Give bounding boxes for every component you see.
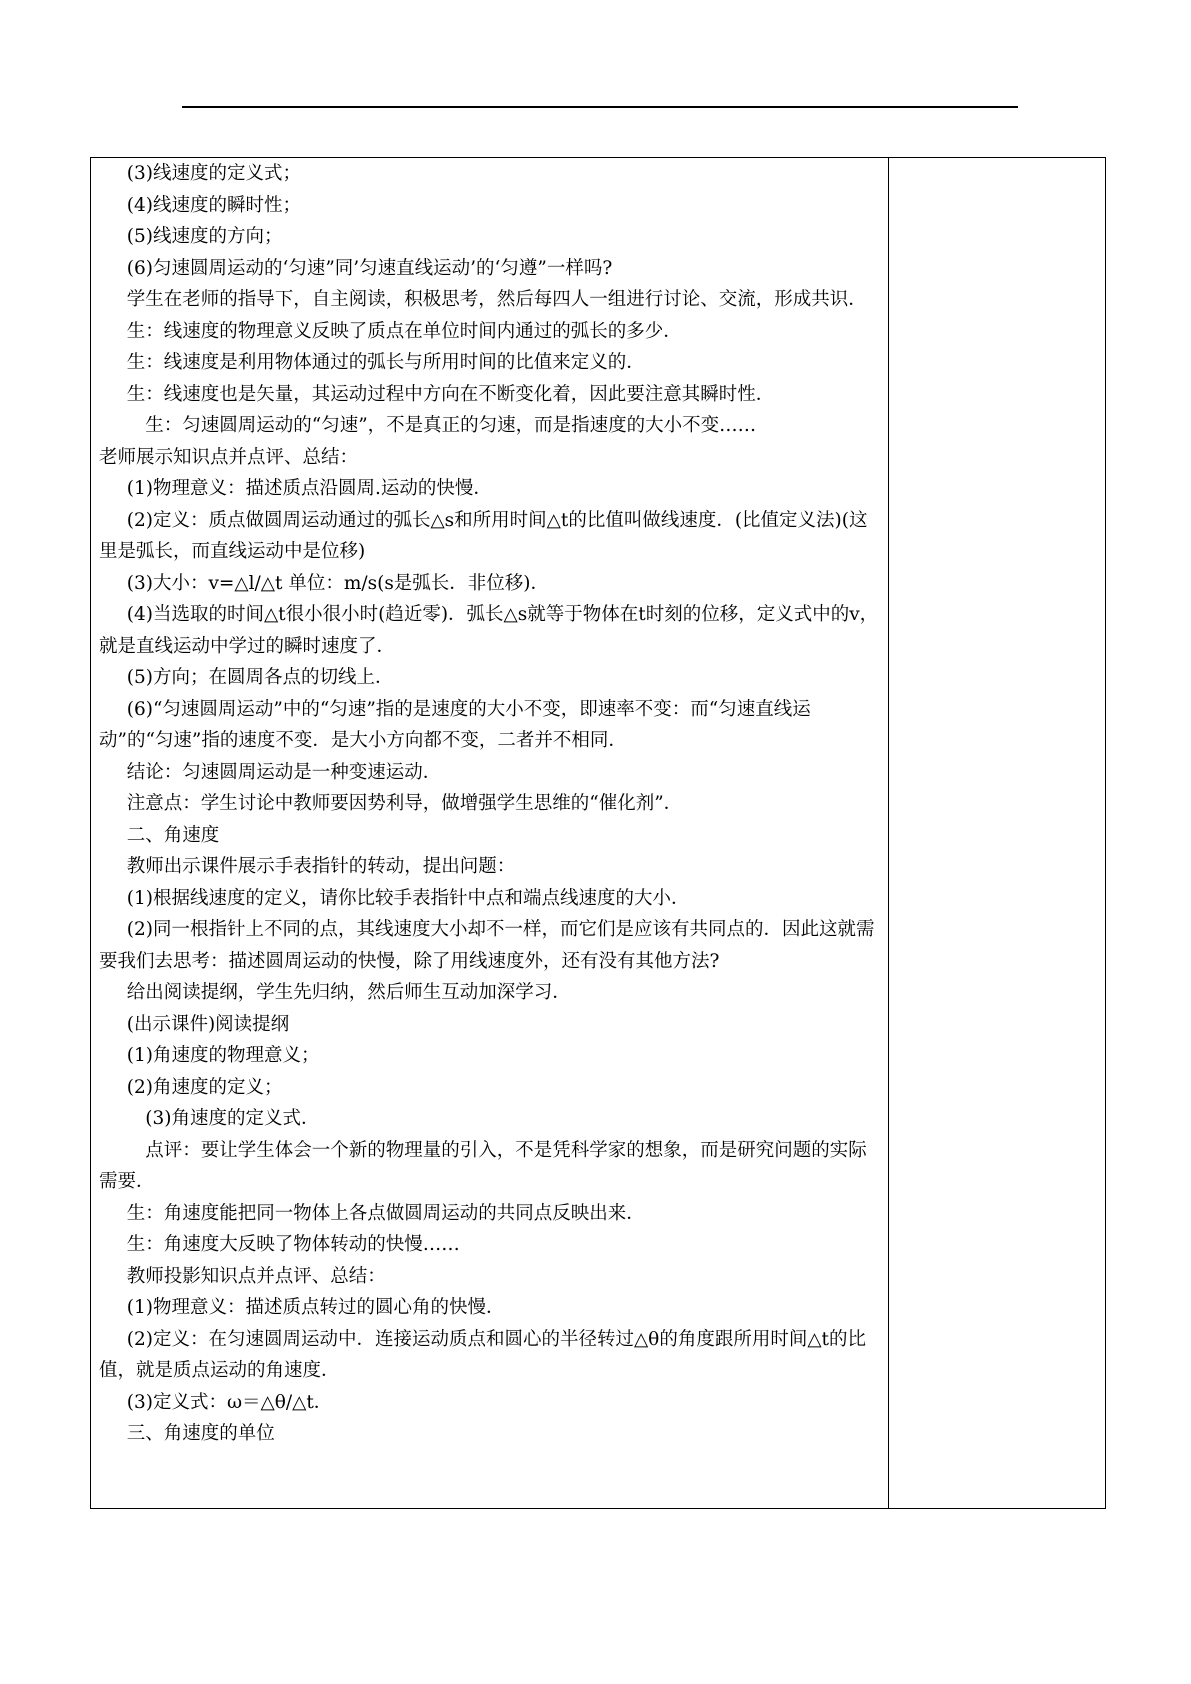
text-line: (2)角速度的定义； xyxy=(126,1076,283,1098)
column-divider xyxy=(888,158,889,1508)
text-line: 三、角速度的单位 xyxy=(126,1423,275,1444)
text-line: (4)当选取的时间△t很小很小时(趋近零)．弧长△s就等于物体在t时刻的位移，定义式中的v，就是直线运动中学过的瞬时速度了． xyxy=(99,604,879,657)
text-line: (3)角速度的定义式． xyxy=(145,1108,320,1129)
text-line: (2)定义：质点做圆周运动通过的弧长△s和所用时间△t的比值叫做线速度．(比值定义法)(这里是弧长，而直线运动中是位移) xyxy=(99,509,868,562)
text-line: (6)匀速圆周运动的‘匀速”同’匀速直线运动’的‘匀遵”一样吗? xyxy=(126,257,613,279)
text-line: 教师投影知识点并点评、总结： xyxy=(126,1265,386,1287)
text-line: 生：线速度是利用物体通过的弧长与所用时间的比值来定义的． xyxy=(126,352,645,373)
text-line: (1)物理意义：描述质点沿圆周.运动的快慢． xyxy=(126,478,492,499)
text-line: 结论：匀速圆周运动是一种变速运动． xyxy=(126,761,442,783)
text-line: 注意点：学生讨论中教师要因势利导，做增强学生思维的“催化剂”． xyxy=(126,793,683,814)
header-rule xyxy=(182,106,1018,108)
text-line: (3)定义式：ω＝△θ/△t． xyxy=(126,1391,333,1413)
text-line: (6)“匀速圆周运动”中的“匀速”指的是速度的大小不变，即速率不变：而“匀速直线运动”的“匀速”指的速度不变．是大小方向都不变，二者并不相同． xyxy=(99,698,811,751)
text-line: (1)物理意义：描述质点转过的圆心角的快慢． xyxy=(126,1297,505,1318)
text-line: 生：线速度也是矢量，其运动过程中方向在不断变化着，因此要注意其瞬时性． xyxy=(126,383,775,405)
text-line: (5)方向；在圆周各点的切线上． xyxy=(126,667,394,688)
text-line: (1)角速度的物理意义； xyxy=(126,1045,320,1066)
text-line: 给出阅读提纲，学生先归纳，然后师生互动加深学习． xyxy=(126,982,571,1003)
text-line: (2)定义：在匀速圆周运动中．连接运动质点和圆心的半径转过△θ的角度跟所用时间△t的比值，就是质点运动的角速度． xyxy=(99,1328,866,1381)
text-line: (3)大小：v=△l/△t 单位：m/s(s是弧长．非位移)． xyxy=(126,572,550,594)
text-line: (5)线速度的方向； xyxy=(126,226,283,247)
text-line: (4)线速度的瞬时性； xyxy=(126,194,301,216)
text-line: 生：匀速圆周运动的“匀速”，不是真正的匀速，而是指速度的大小不变…… xyxy=(145,415,757,436)
text-line: 老师展示知识点并点评、总结： xyxy=(99,446,359,468)
text-line: 二、角速度 xyxy=(126,824,220,846)
text-line: 教师出示课件展示手表指针的转动，提出问题： xyxy=(126,856,516,877)
text-line: 学生在老师的指导下，自主阅读，积极思考，然后每四人一组进行讨论、交流，形成共识． xyxy=(126,289,867,310)
text-line: (3)线速度的定义式； xyxy=(126,163,301,184)
text-line: 生：角速度能把同一物体上各点做圆周运动的共同点反映出来． xyxy=(126,1202,645,1224)
text-line: 生：线速度的物理意义反映了质点在单位时间内通过的弧长的多少． xyxy=(126,320,682,342)
text-line: 点评：要让学生体会一个新的物理量的引入，不是凭科学家的想象，而是研究问题的实际需要． xyxy=(99,1139,867,1192)
text-line: (1)根据线速度的定义，请你比较手表指针中点和端点线速度的大小． xyxy=(126,887,690,909)
text-line: (出示课件)阅读提纲 xyxy=(126,1013,290,1035)
main-content-cell xyxy=(99,158,881,1450)
text-line: 生：角速度大反映了物体转动的快慢…… xyxy=(126,1234,460,1255)
lesson-table xyxy=(90,157,1106,1509)
text-line: (2)同一根指针上不同的点，其线速度大小却不一样，而它们是应该有共同点的．因此这就需要我们去思考：描述圆周运动的快慢，除了用线速度外，还有没有其他方法? xyxy=(99,919,875,972)
